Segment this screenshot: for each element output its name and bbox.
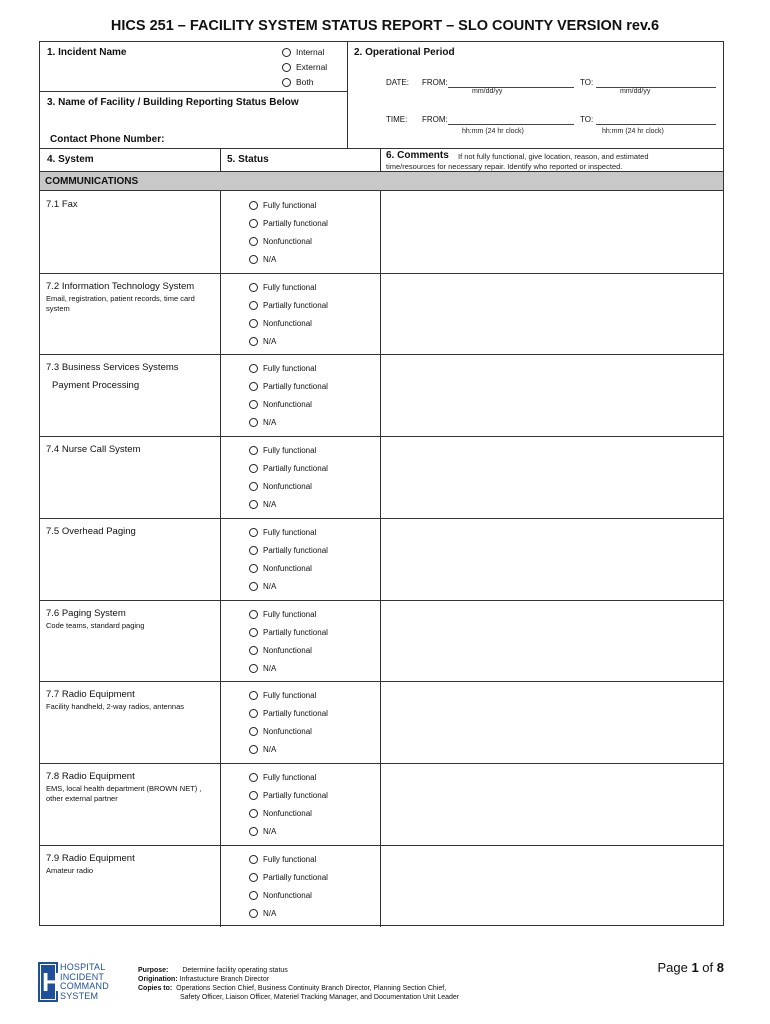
status-radio-option[interactable]: [249, 646, 312, 655]
system-title: 7.6 Paging System: [46, 608, 126, 619]
radio-circle-icon: [249, 691, 258, 700]
radio-both[interactable]: Both: [282, 77, 314, 87]
status-radio-option[interactable]: [249, 301, 328, 310]
radio-circle-icon: [282, 63, 291, 72]
radio-circle-icon: [249, 528, 258, 537]
time-hint: hh:mm (24 hr clock): [462, 128, 524, 135]
radio-external[interactable]: External: [282, 62, 327, 72]
date-label: DATE:: [386, 78, 409, 87]
status-option-label: Nonfunctional: [263, 646, 312, 655]
status-option-label: Fully functional: [263, 528, 317, 537]
status-option-label: Partially functional: [263, 628, 328, 637]
facility-name-label: 3. Name of Facility / Building Reporting Status Below: [47, 97, 299, 108]
status-option-label: Nonfunctional: [263, 319, 312, 328]
status-radio-option[interactable]: [249, 582, 276, 591]
logo-line: HOSPITAL: [60, 962, 106, 972]
comments-cell[interactable]: [381, 601, 723, 682]
status-option-label: N/A: [263, 500, 277, 509]
radio-circle-icon: [249, 709, 258, 718]
radio-circle-icon: [249, 646, 258, 655]
status-radio-option[interactable]: [249, 464, 328, 473]
radio-circle-icon: [282, 48, 291, 57]
status-option-label: Nonfunctional: [263, 564, 312, 573]
status-radio-option[interactable]: [249, 337, 276, 346]
time-hint: hh:mm (24 hr clock): [602, 128, 664, 135]
comments-cell[interactable]: [381, 682, 723, 763]
operational-period-label: 2. Operational Period: [354, 47, 455, 58]
status-option-label: Nonfunctional: [263, 482, 312, 491]
status-radio-option[interactable]: [249, 727, 312, 736]
section-band: [39, 171, 724, 191]
status-radio-option[interactable]: [249, 219, 328, 228]
comments-cell[interactable]: [381, 355, 723, 436]
status-radio-option[interactable]: [249, 364, 316, 373]
system-subtitle: Email, registration, patient records, time card system: [46, 294, 195, 313]
status-option-label: Nonfunctional: [263, 237, 312, 246]
status-option-label: Partially functional: [263, 546, 328, 555]
system-title: 7.1 Fax: [46, 199, 78, 210]
column-status: 5. Status: [227, 154, 269, 165]
status-radio-option[interactable]: [249, 382, 328, 391]
radio-circle-icon: [249, 482, 258, 491]
radio-circle-icon: [249, 809, 258, 818]
status-radio-option[interactable]: [249, 546, 328, 555]
status-option-label: Partially functional: [263, 301, 328, 310]
status-option-label: N/A: [263, 582, 277, 591]
radio-circle-icon: [249, 400, 258, 409]
radio-circle-icon: [249, 382, 258, 391]
logo-line: SYSTEM: [60, 990, 99, 1001]
status-radio-option[interactable]: [249, 809, 312, 818]
status-option-label: Partially functional: [263, 464, 328, 473]
radio-circle-icon: [249, 546, 258, 555]
origination-label: Origination:: [138, 976, 178, 983]
radio-circle-icon: [249, 891, 258, 900]
purpose-text: Determine facility operating status: [182, 967, 288, 974]
comments-cell[interactable]: [381, 764, 723, 845]
logo-letter: H: [42, 967, 61, 997]
system-subtitle: Facility handheld, 2-way radios, antennas: [46, 702, 184, 711]
status-option-label: Fully functional: [263, 283, 317, 292]
status-option-label: N/A: [263, 664, 277, 673]
contact-phone-label: Contact Phone Number:: [50, 134, 165, 145]
copies-label: Copies to:: [138, 985, 173, 992]
date-to-label: TO:: [580, 78, 594, 87]
system-title: 7.3 Business Services Systems: [46, 362, 179, 373]
time-label: TIME:: [386, 115, 408, 124]
system-title: 7.5 Overhead Paging: [46, 526, 136, 537]
comments-cell[interactable]: [381, 274, 723, 355]
status-radio-option[interactable]: [249, 255, 276, 264]
status-option-label: N/A: [263, 337, 277, 346]
copies-text-2: Safety Officer, Liaison Officer, Materiel Tracking Manager, and Documentation Unit Leader: [180, 994, 460, 1001]
system-title: 7.9 Radio Equipment: [46, 853, 135, 864]
radio-circle-icon: [249, 827, 258, 836]
radio-circle-icon: [249, 909, 258, 918]
purpose-label: Purpose:: [138, 967, 169, 974]
status-radio-option[interactable]: [249, 745, 276, 754]
status-option-label: Partially functional: [263, 791, 328, 800]
radio-circle-icon: [249, 418, 258, 427]
radio-circle-icon: [249, 727, 258, 736]
copies-text: Operations Section Chief, Business Continuity Branch Director, Planning Section Chief,: [176, 985, 447, 992]
radio-circle-icon: [249, 610, 258, 619]
status-option-label: Fully functional: [263, 201, 317, 210]
system-title: 7.2 Information Technology System: [46, 281, 195, 292]
status-option-label: N/A: [263, 745, 277, 754]
time-to-label: TO:: [580, 115, 594, 124]
radio-circle-icon: [249, 337, 258, 346]
status-radio-option[interactable]: [249, 691, 316, 700]
comments-cell[interactable]: [381, 846, 723, 927]
radio-circle-icon: [249, 364, 258, 373]
system-title: 7.7 Radio Equipment: [46, 689, 135, 700]
status-radio-option[interactable]: [249, 610, 316, 619]
status-radio-option[interactable]: [249, 482, 312, 491]
date-to-field[interactable]: [596, 87, 716, 88]
status-option-label: Nonfunctional: [263, 400, 312, 409]
radio-circle-icon: [249, 791, 258, 800]
section-communications: COMMUNICATIONS: [45, 176, 139, 187]
radio-circle-icon: [249, 219, 258, 228]
hics-logo: [38, 962, 130, 1002]
status-radio-option[interactable]: [249, 628, 328, 637]
status-radio-option[interactable]: [249, 791, 328, 800]
status-radio-option[interactable]: [249, 446, 316, 455]
radio-circle-icon: [249, 664, 258, 673]
status-radio-option[interactable]: [249, 201, 316, 210]
status-option-label: N/A: [263, 909, 277, 918]
system-title: 7.4 Nurse Call System: [46, 444, 141, 455]
status-option-label: N/A: [263, 255, 277, 264]
origination-text: Infrastucture Branch Director: [179, 976, 270, 983]
status-radio-option[interactable]: [249, 855, 316, 864]
radio-circle-icon: [249, 564, 258, 573]
incident-name-label: 1. Incident Name: [47, 47, 127, 58]
radio-circle-icon: [249, 855, 258, 864]
status-option-label: Fully functional: [263, 855, 317, 864]
time-from-field[interactable]: [448, 124, 574, 125]
radio-circle-icon: [249, 628, 258, 637]
status-option-label: Nonfunctional: [263, 891, 312, 900]
status-radio-option[interactable]: [249, 664, 276, 673]
status-radio-option[interactable]: [249, 873, 328, 882]
status-radio-option[interactable]: [249, 400, 312, 409]
date-hint: mm/dd/yy: [472, 88, 503, 95]
status-radio-option[interactable]: [249, 891, 312, 900]
status-option-label: Partially functional: [263, 382, 328, 391]
radio-circle-icon: [249, 873, 258, 882]
form-title: HICS 251 – FACILITY SYSTEM STATUS REPORT – SLO COUNTY VERSION rev.6: [110, 18, 660, 34]
status-option-label: Nonfunctional: [263, 727, 312, 736]
radio-circle-icon: [249, 319, 258, 328]
status-radio-option[interactable]: [249, 709, 328, 718]
comments-cell[interactable]: [381, 192, 723, 273]
column-system: 4. System: [47, 154, 94, 165]
status-option-label: N/A: [263, 418, 277, 427]
radio-circle-icon: [249, 446, 258, 455]
comments-note: time/resources for necessary repair. Identify who reported or inspected.: [386, 162, 623, 171]
status-radio-option[interactable]: [249, 827, 276, 836]
status-option-label: Partially functional: [263, 873, 328, 882]
comments-cell[interactable]: [381, 519, 723, 600]
radio-circle-icon: [282, 78, 291, 87]
status-option-label: Partially functional: [263, 709, 328, 718]
logo-line: COMMAND: [60, 981, 109, 991]
radio-circle-icon: [249, 745, 258, 754]
comments-cell[interactable]: [381, 437, 723, 518]
time-from-label: FROM:: [422, 115, 448, 124]
logo-line: INCIDENT: [60, 971, 105, 982]
status-radio-option[interactable]: [249, 319, 312, 328]
status-radio-option[interactable]: [249, 773, 316, 782]
status-radio-option[interactable]: [249, 564, 312, 573]
radio-circle-icon: [249, 500, 258, 509]
status-option-label: Partially functional: [263, 219, 328, 228]
radio-circle-icon: [249, 464, 258, 473]
status-radio-option[interactable]: [249, 418, 276, 427]
status-option-label: Fully functional: [263, 446, 317, 455]
status-radio-option[interactable]: [249, 528, 316, 537]
status-radio-option[interactable]: [249, 283, 316, 292]
status-option-label: Nonfunctional: [263, 809, 312, 818]
system-title: 7.8 Radio Equipment: [46, 771, 135, 782]
status-option-label: N/A: [263, 827, 277, 836]
system-subtitle: EMS, local health department (BROWN NET) , other external partner: [46, 784, 202, 803]
radio-internal[interactable]: Internal: [282, 47, 324, 57]
status-radio-option[interactable]: [249, 500, 276, 509]
radio-circle-icon: [249, 773, 258, 782]
date-from-label: FROM:: [422, 78, 448, 87]
status-radio-option[interactable]: [249, 237, 312, 246]
column-comments: 6. Comments: [386, 150, 449, 161]
radio-circle-icon: [249, 301, 258, 310]
radio-circle-icon: [249, 201, 258, 210]
date-hint: mm/dd/yy: [620, 88, 651, 95]
status-option-label: Fully functional: [263, 610, 317, 619]
status-option-label: Fully functional: [263, 364, 317, 373]
status-option-label: Fully functional: [263, 691, 317, 700]
system-subtitle: Code teams, standard paging: [46, 621, 145, 630]
system-subtitle: Amateur radio: [46, 866, 94, 875]
time-to-field[interactable]: [596, 124, 716, 125]
date-from-field[interactable]: [448, 87, 574, 88]
radio-circle-icon: [249, 582, 258, 591]
radio-circle-icon: [249, 283, 258, 292]
page-number: Page 1 of 8: [657, 960, 724, 975]
status-radio-option[interactable]: [249, 909, 276, 918]
status-option-label: Fully functional: [263, 773, 317, 782]
comments-note: If not fully functional, give location, reason, and estimated: [458, 152, 649, 161]
radio-circle-icon: [249, 255, 258, 264]
system-subtitle: Payment Processing: [52, 380, 140, 391]
radio-circle-icon: [249, 237, 258, 246]
